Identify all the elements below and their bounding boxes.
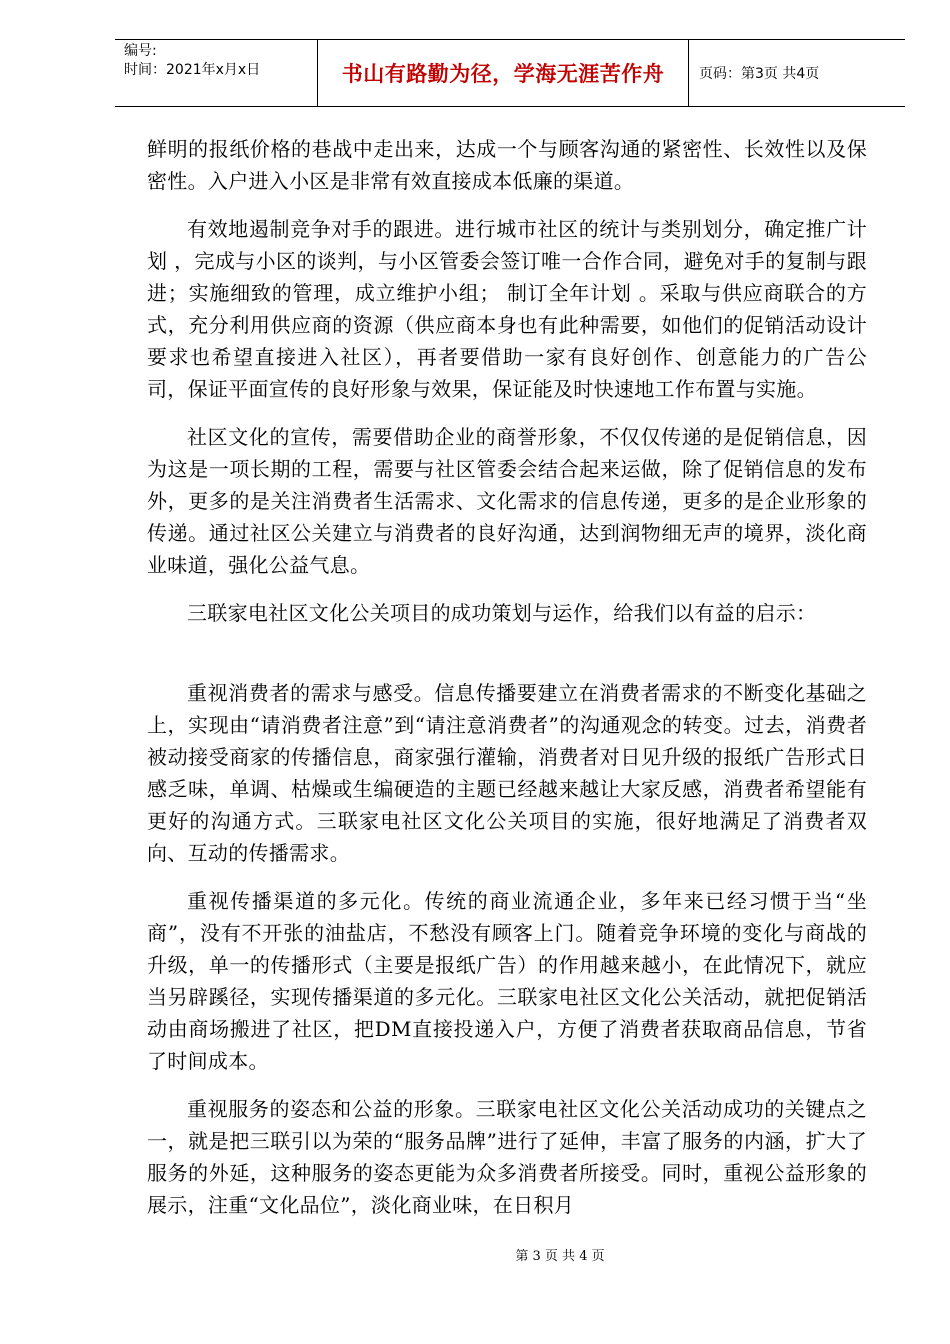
paragraph-2: 有效地遏制竞争对手的跟进。进行城市社区的统计与类别划分，确定推广计划 ，完成与小区的谈判，与小区管委会签订唯一合作合同，避免对手的复制与跟进；实施细致的管理，成立维护小组； 制订全年计划 。采取与供应商联合的方式，充分利用供应商的资源（供应商本身也有此种需要，如他们的促销活动设计要求也希望直接进入社区），再者要借助一家有良好创作、创意能力的广告公司，保证平面宣传的良好形象与效果，保证能及时快速地工作布置与实施。 (147, 217, 867, 401)
paragraph-4: 三联家电社区文化公关项目的成功策划与运作，给我们以有益的启示： (187, 601, 817, 625)
page-header (115, 39, 905, 107)
page-footer: 第 3 页 共 4 页 (515, 1249, 605, 1264)
header-page-info: 页码：第3页 共4页 (699, 66, 820, 82)
time-label: 时间：2021年x月x日 (124, 62, 261, 78)
paragraph-1: 鲜明的报纸价格的巷战中走出来，达成一个与顾客沟通的紧密性、长效性以及保密性。入户进入小区是非常有效直接成本低廉的渠道。 (147, 137, 867, 193)
header-motto: 书山有路勤为径，学海无涯苦作舟 (317, 40, 689, 106)
header-meta (115, 40, 317, 106)
paragraph-5: 重视消费者的需求与感受。信息传播要建立在消费者需求的不断变化基础之上，实现由“请消费者注意”到“请注意消费者”的沟通观念的转变。过去，消费者被动接受商家的传播信息，商家强行灌输，消费者对日见升级的报纸广告形式日感乏味，单调、枯燥或生编硬造的主题已经越来越让大家反感，消费者希望能有更好的沟通方式。三联家电社区文化公关项目的实施，很好地满足了消费者双向、互动的传播需求。 (147, 681, 867, 865)
paragraph-3: 社区文化的宣传，需要借助企业的商誉形象，不仅仅传递的是促销信息，因为这是一项长期的工程，需要与社区管委会结合起来运做，除了促销信息的发布外，更多的是关注消费者生活需求、文化需求的信息传递，更多的是企业形象的传递。通过社区公关建立与消费者的良好沟通，达到润物细无声的境界，淡化商业味道，强化公益气息。 (147, 425, 867, 577)
number-label: 编号: (124, 43, 157, 59)
paragraph-6: 重视传播渠道的多元化。传统的商业流通企业，多年来已经习惯于当“坐商”，没有不开张的油盐店，不愁没有顾客上门。随着竞争环境的变化与商战的升级，单一的传播形式（主要是报纸广告）的作用越来越小，在此情况下，就应当另辟蹊径，实现传播渠道的多元化。三联家电社区文化公关活动，就把促销活动由商场搬进了社区，把DM直接投递入户，方便了消费者获取商品信息，节省了时间成本。 (147, 889, 867, 1073)
document-body (147, 133, 867, 1237)
paragraph-7: 重视服务的姿态和公益的形象。三联家电社区文化公关活动成功的关键点之一，就是把三联引以为荣的“服务品牌”进行了延伸，丰富了服务的内涵，扩大了服务的外延，这种服务的姿态更能为众多消费者所接受。同时，重视公益形象的展示，注重“文化品位”，淡化商业味，在日积月 (147, 1097, 867, 1217)
